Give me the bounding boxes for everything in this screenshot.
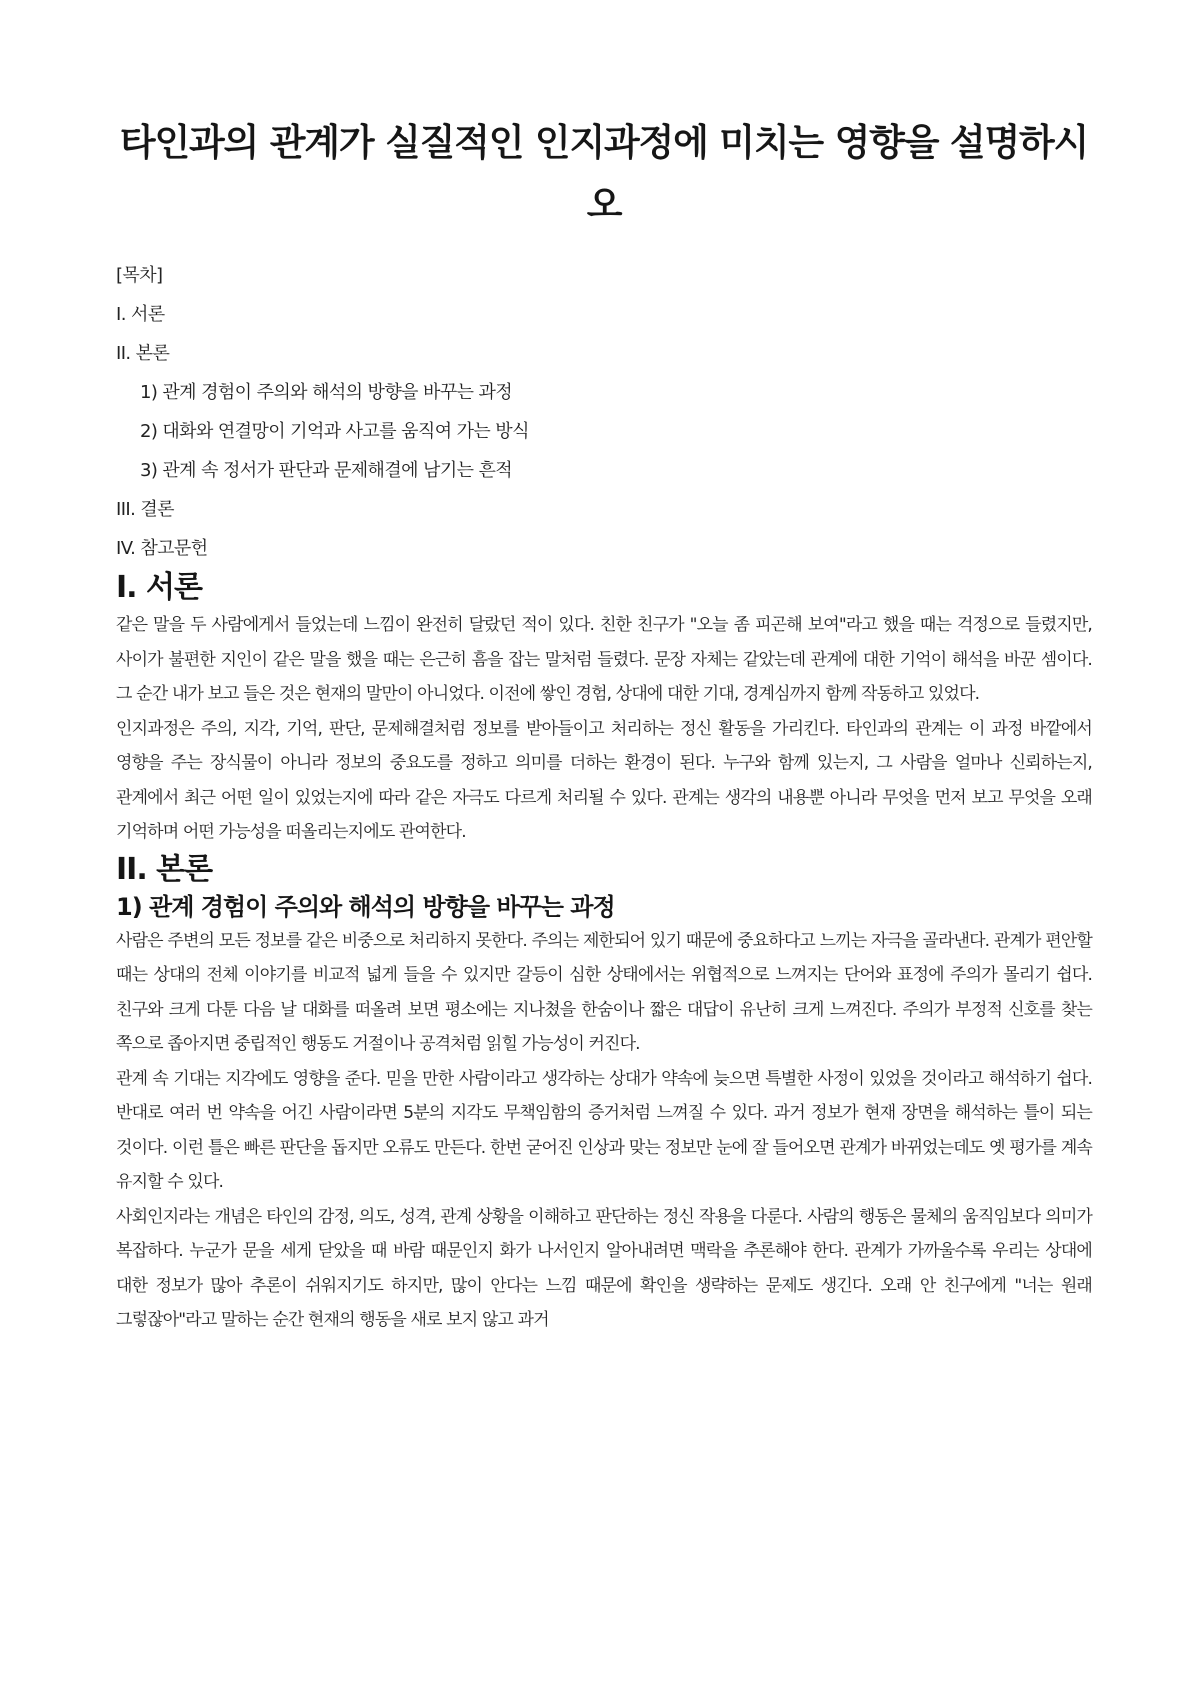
section-heading-body: II. 본론 [116,851,213,887]
toc-item-body-1: 1) 관계 경험이 주의와 해석의 방향을 바꾸는 과정 [140,382,513,403]
toc-heading: [목차] [116,265,163,286]
toc-item-body-2: 2) 대화와 연결망이 기억과 사고를 움직여 가는 방식 [140,421,529,442]
toc-item-body-3: 3) 관계 속 정서가 판단과 문제해결에 남기는 흔적 [140,460,513,481]
body-paragraph: 관계 속 기대는 지각에도 영향을 준다. 믿을 만한 사람이라고 생각하는 상대가 약속에 늦으면 특별한 사정이 있었을 것이라고 해석하기 쉽다. 반대로 여러 번 약속을 어긴 사람이라면 5분의 지각도 무책임함의 증거처럼 느껴질 수 있다. 과거 정보가 현재 장면을 해석하는 틀이 되는 것이다. 이런 틀은 빠른 판단을 돕지만 오류도 만든다. 한번 굳어진 인상과 맞는 정보만 눈에 잘 들어오면 관계가 바뀌었는데도 옛 평가를 계속 유지할 수 있다. [116,1068,1092,1192]
toc-item-references: IV. 참고문헌 [116,538,208,559]
section-heading-intro: I. 서론 [116,570,202,605]
subsection-heading-1: 1) 관계 경험이 주의와 해석의 방향을 바꾸는 과정 [116,892,615,921]
document-page [116,112,1092,1338]
intro-paragraph: 인지과정은 주의, 지각, 기억, 판단, 문제해결처럼 정보를 받아들이고 처리하는 정신 활동을 가리킨다. 타인과의 관계는 이 과정 바깥에서 영향을 주는 장식물이 아니라 정보의 중요도를 정하고 의미를 더하는 환경이 된다. 누구와 함께 있는지, 그 사람을 얼마나 신뢰하는지, 관계에서 최근 어떤 일이 있었는지에 따라 같은 자극도 다르게 처리될 수 있다. 관계는 생각의 내용뿐 아니라 무엇을 먼저 보고 무엇을 오래 기억하며 어떤 가능성을 떠올리는지에도 관여한다. [116,718,1092,842]
intro-paragraph: 같은 말을 두 사람에게서 들었는데 느낌이 완전히 달랐던 적이 있다. 친한 친구가 "오늘 좀 피곤해 보여"라고 했을 때는 걱정으로 들렸지만, 사이가 불편한 지인이 같은 말을 했을 때는 은근히 흠을 잡는 말처럼 들렸다. 문장 자체는 같았는데 관계에 대한 기억이 해석을 바꾼 셈이다. 그 순간 내가 보고 들은 것은 현재의 말만이 아니었다. 이전에 쌓인 경험, 상대에 대한 기대, 경계심까지 함께 작동하고 있었다. [116,615,1092,704]
table-of-contents [116,256,1092,568]
document-title: 타인과의 관계가 실질적인 인지과정에 미치는 영향을 설명하시오 [119,121,1089,226]
body-paragraph: 사람은 주변의 모든 정보를 같은 비중으로 처리하지 못한다. 주의는 제한되어 있기 때문에 중요하다고 느끼는 자극을 골라낸다. 관계가 편안할 때는 상대의 전체 이야기를 비교적 넓게 들을 수 있지만 갈등이 심한 상태에서는 위협적으로 느껴지는 단어와 표정에 주의가 몰리기 쉽다. 친구와 크게 다툰 다음 날 대화를 떠올려 보면 평소에는 지나쳤을 한숨이나 짧은 대답이 유난히 크게 느껴진다. 주의가 부정적 신호를 찾는 쪽으로 좁아지면 중립적인 행동도 거절이나 공격처럼 읽힐 가능성이 커진다. [116,930,1092,1054]
toc-item-body: II. 본론 [116,343,170,364]
toc-item-conclusion: III. 결론 [116,499,174,520]
body-paragraph: 사회인지라는 개념은 타인의 감정, 의도, 성격, 관계 상황을 이해하고 판단하는 정신 작용을 다룬다. 사람의 행동은 물체의 움직임보다 의미가 복잡하다. 누군가 문을 세게 닫았을 때 바람 때문인지 화가 나서인지 알아내려면 맥락을 추론해야 한다. 관계가 가까울수록 우리는 상대에 대한 정보가 많아 추론이 쉬워지기도 하지만, 많이 안다는 느낌 때문에 확인을 생략하는 문제도 생긴다. 오래 안 친구에게 "너는 원래 그렇잖아"라고 말하는 순간 현재의 행동을 새로 보지 않고 과거 [116,1206,1092,1330]
toc-item-intro: I. 서론 [116,304,165,325]
